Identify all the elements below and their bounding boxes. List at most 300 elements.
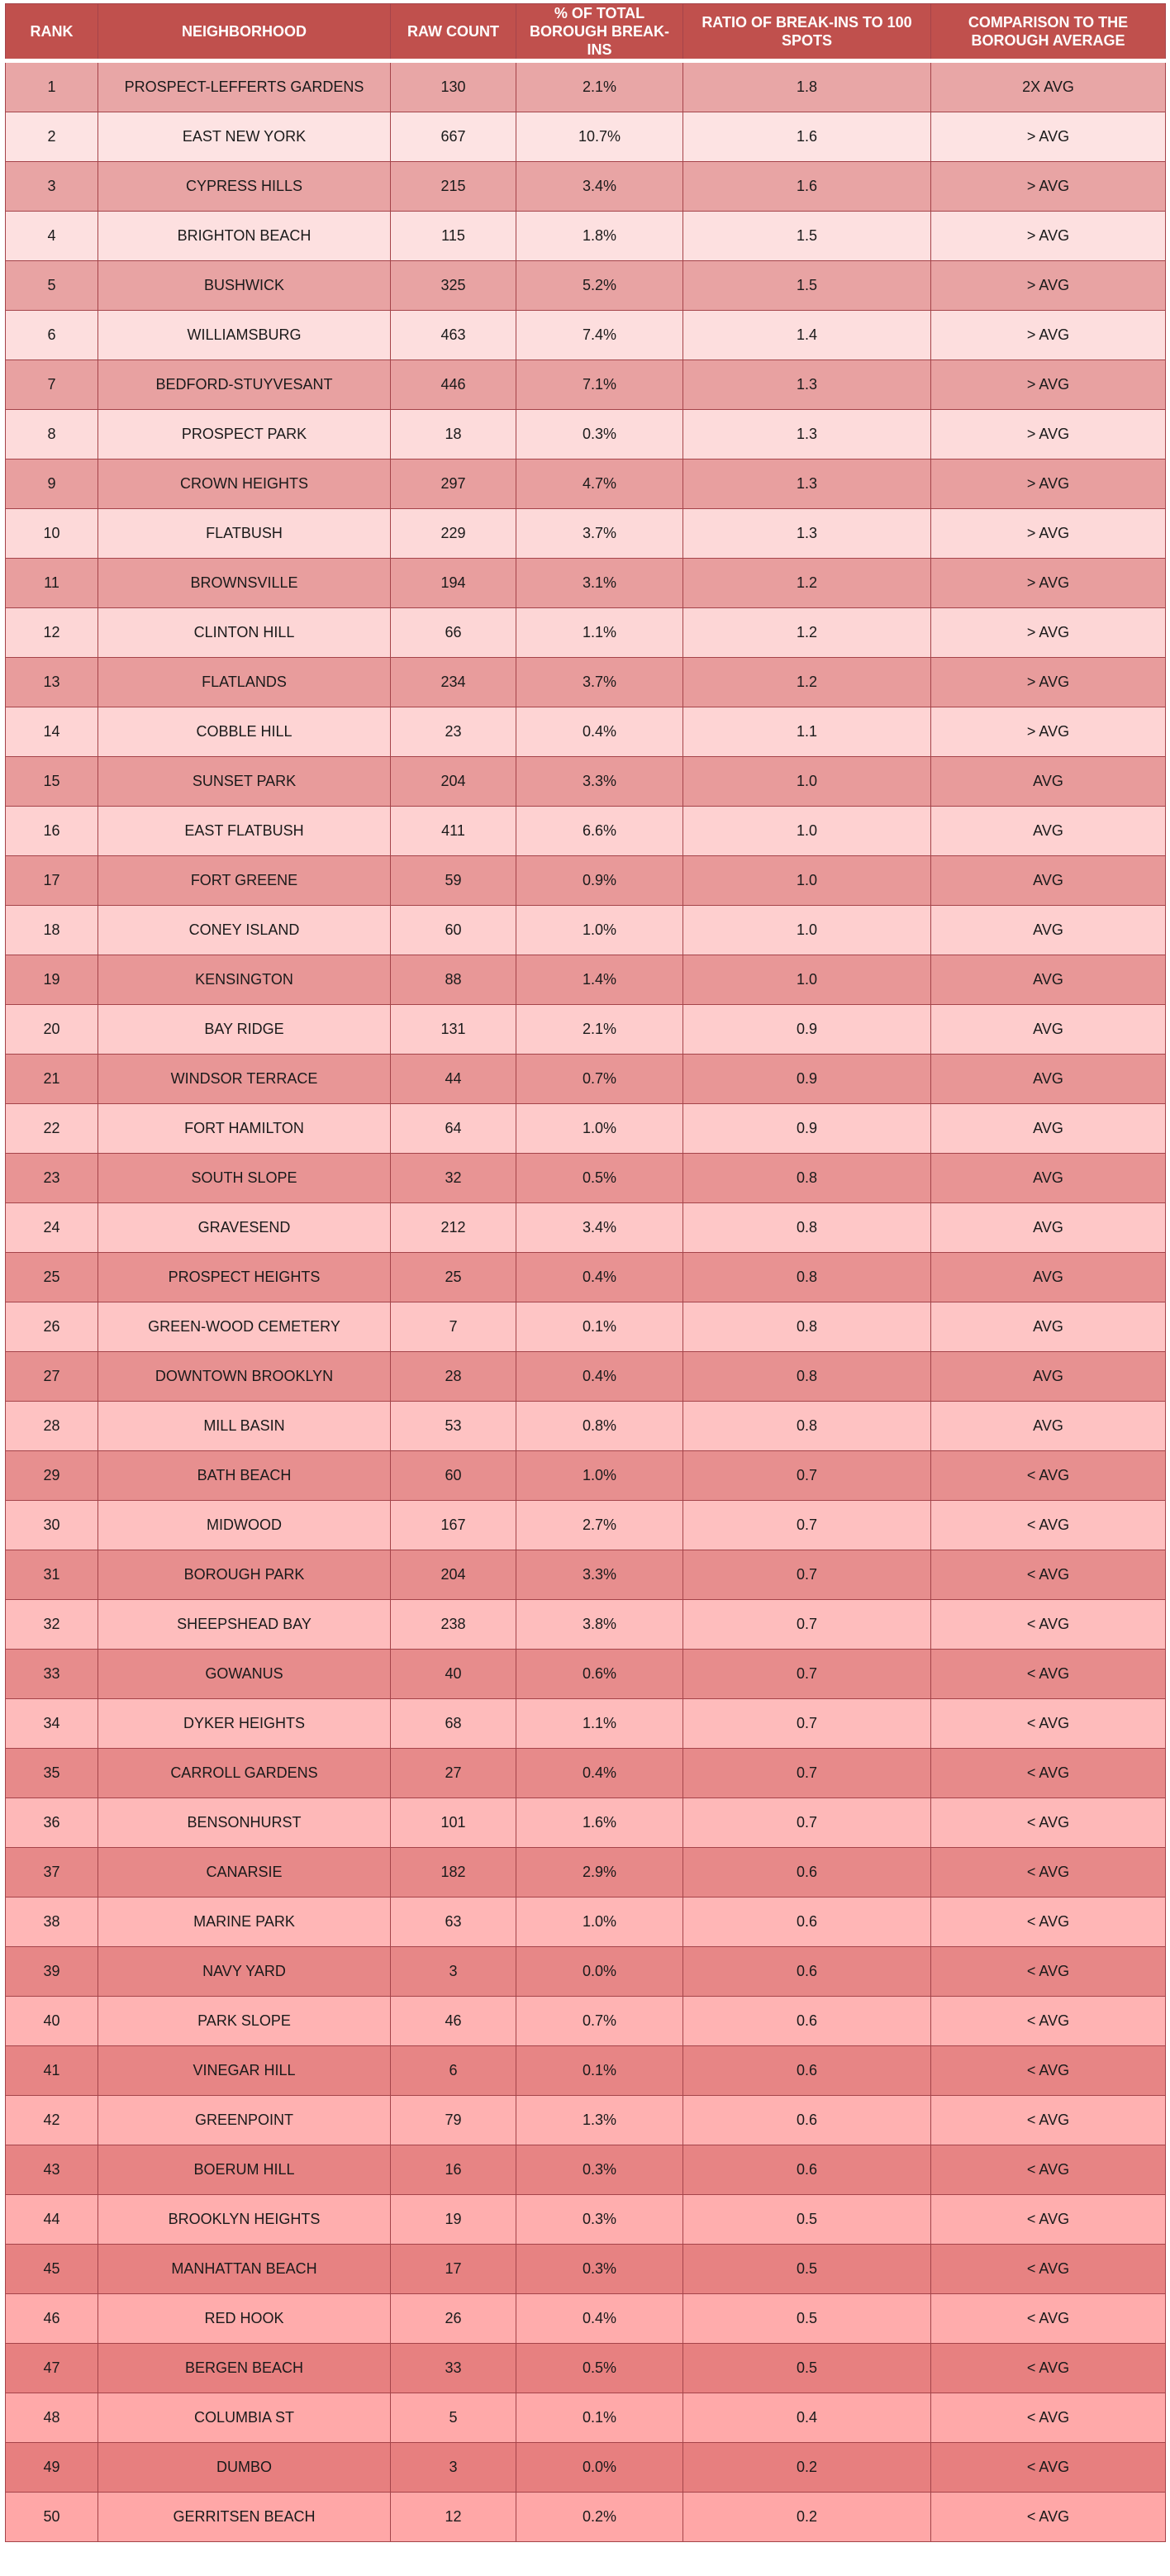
cell-neighborhood: COLUMBIA ST [98, 2393, 391, 2443]
cell-raw-count: 19 [391, 2195, 516, 2245]
cell-comparison: > AVG [931, 707, 1166, 757]
table-row [6, 2195, 1166, 2245]
cell-neighborhood: CLINTON HILL [98, 608, 391, 658]
cell-ratio: 1.6 [683, 162, 931, 212]
cell-ratio: 0.9 [683, 1005, 931, 1055]
cell-ratio: 1.6 [683, 112, 931, 162]
cell-neighborhood: MARINE PARK [98, 1897, 391, 1947]
cell-neighborhood: EAST NEW YORK [98, 112, 391, 162]
cell-ratio: 1.5 [683, 212, 931, 261]
cell-raw-count: 463 [391, 311, 516, 360]
cell-raw-count: 17 [391, 2245, 516, 2294]
cell-rank: 24 [6, 1203, 98, 1253]
cell-ratio: 1.3 [683, 360, 931, 410]
cell-comparison: > AVG [931, 311, 1166, 360]
cell-percent-total: 1.3% [516, 2096, 683, 2145]
cell-percent-total: 6.6% [516, 807, 683, 856]
cell-raw-count: 297 [391, 459, 516, 509]
cell-comparison: AVG [931, 1005, 1166, 1055]
cell-percent-total: 1.0% [516, 1897, 683, 1947]
cell-raw-count: 18 [391, 410, 516, 459]
column-header-neighborhood: NEIGHBORHOOD [98, 4, 391, 61]
cell-percent-total: 2.7% [516, 1501, 683, 1550]
cell-comparison: < AVG [931, 2493, 1166, 2542]
cell-comparison: 2X AVG [931, 61, 1166, 112]
cell-rank: 29 [6, 1451, 98, 1501]
cell-rank: 16 [6, 807, 98, 856]
cell-comparison: > AVG [931, 608, 1166, 658]
table-row [6, 1749, 1166, 1798]
breakins-table [5, 3, 1166, 2542]
cell-comparison: < AVG [931, 1848, 1166, 1897]
cell-percent-total: 0.0% [516, 2443, 683, 2493]
cell-ratio: 1.5 [683, 261, 931, 311]
cell-comparison: < AVG [931, 2195, 1166, 2245]
cell-ratio: 0.8 [683, 1402, 931, 1451]
table-row [6, 1203, 1166, 1253]
cell-ratio: 0.8 [683, 1253, 931, 1302]
cell-ratio: 0.5 [683, 2294, 931, 2344]
cell-raw-count: 26 [391, 2294, 516, 2344]
cell-ratio: 0.4 [683, 2393, 931, 2443]
cell-percent-total: 0.2% [516, 2493, 683, 2542]
cell-percent-total: 0.5% [516, 1154, 683, 1203]
table-row [6, 2393, 1166, 2443]
cell-raw-count: 59 [391, 856, 516, 906]
cell-rank: 42 [6, 2096, 98, 2145]
cell-neighborhood: BROWNSVILLE [98, 559, 391, 608]
cell-percent-total: 4.7% [516, 459, 683, 509]
column-header-rank: RANK [6, 4, 98, 61]
cell-ratio: 0.6 [683, 2145, 931, 2195]
cell-percent-total: 0.4% [516, 1749, 683, 1798]
cell-raw-count: 101 [391, 1798, 516, 1848]
cell-neighborhood: PROSPECT-LEFFERTS GARDENS [98, 61, 391, 112]
cell-neighborhood: GRAVESEND [98, 1203, 391, 1253]
table-row [6, 311, 1166, 360]
cell-rank: 37 [6, 1848, 98, 1897]
cell-percent-total: 0.7% [516, 1997, 683, 2046]
cell-comparison: < AVG [931, 2393, 1166, 2443]
cell-comparison: < AVG [931, 1600, 1166, 1650]
cell-ratio: 1.2 [683, 658, 931, 707]
cell-comparison: > AVG [931, 162, 1166, 212]
cell-ratio: 1.2 [683, 608, 931, 658]
cell-rank: 19 [6, 955, 98, 1005]
cell-rank: 26 [6, 1302, 98, 1352]
column-header-raw-count: RAW COUNT [391, 4, 516, 61]
cell-neighborhood: CYPRESS HILLS [98, 162, 391, 212]
cell-percent-total: 0.6% [516, 1650, 683, 1699]
table-row [6, 1848, 1166, 1897]
table-row [6, 1600, 1166, 1650]
cell-raw-count: 238 [391, 1600, 516, 1650]
cell-raw-count: 3 [391, 2443, 516, 2493]
cell-rank: 25 [6, 1253, 98, 1302]
cell-rank: 32 [6, 1600, 98, 1650]
cell-rank: 36 [6, 1798, 98, 1848]
cell-rank: 47 [6, 2344, 98, 2393]
cell-percent-total: 0.3% [516, 410, 683, 459]
table-row [6, 261, 1166, 311]
cell-percent-total: 7.4% [516, 311, 683, 360]
cell-neighborhood: CANARSIE [98, 1848, 391, 1897]
cell-comparison: AVG [931, 1203, 1166, 1253]
cell-neighborhood: PARK SLOPE [98, 1997, 391, 2046]
cell-rank: 6 [6, 311, 98, 360]
cell-percent-total: 3.7% [516, 658, 683, 707]
header-row [6, 4, 1166, 61]
cell-ratio: 0.7 [683, 1550, 931, 1600]
cell-percent-total: 2.9% [516, 1848, 683, 1897]
table-row [6, 2443, 1166, 2493]
cell-neighborhood: EAST FLATBUSH [98, 807, 391, 856]
cell-percent-total: 3.7% [516, 509, 683, 559]
cell-percent-total: 1.8% [516, 212, 683, 261]
cell-rank: 12 [6, 608, 98, 658]
cell-comparison: < AVG [931, 2046, 1166, 2096]
cell-comparison: AVG [931, 1302, 1166, 1352]
table-body [6, 61, 1166, 2542]
cell-rank: 40 [6, 1997, 98, 2046]
cell-raw-count: 27 [391, 1749, 516, 1798]
cell-comparison: > AVG [931, 212, 1166, 261]
cell-neighborhood: BENSONHURST [98, 1798, 391, 1848]
cell-percent-total: 0.3% [516, 2145, 683, 2195]
cell-comparison: AVG [931, 856, 1166, 906]
table-row [6, 807, 1166, 856]
cell-neighborhood: BATH BEACH [98, 1451, 391, 1501]
table-row [6, 1501, 1166, 1550]
cell-percent-total: 5.2% [516, 261, 683, 311]
cell-rank: 30 [6, 1501, 98, 1550]
cell-ratio: 1.0 [683, 856, 931, 906]
cell-ratio: 0.7 [683, 1798, 931, 1848]
cell-ratio: 0.8 [683, 1203, 931, 1253]
cell-comparison: < AVG [931, 2344, 1166, 2393]
cell-percent-total: 0.4% [516, 1352, 683, 1402]
cell-neighborhood: DOWNTOWN BROOKLYN [98, 1352, 391, 1402]
cell-raw-count: 16 [391, 2145, 516, 2195]
table-row [6, 2344, 1166, 2393]
cell-ratio: 1.8 [683, 61, 931, 112]
cell-raw-count: 215 [391, 162, 516, 212]
table-row [6, 1699, 1166, 1749]
cell-comparison: < AVG [931, 1451, 1166, 1501]
cell-raw-count: 130 [391, 61, 516, 112]
cell-rank: 22 [6, 1104, 98, 1154]
table-row [6, 906, 1166, 955]
cell-percent-total: 3.3% [516, 757, 683, 807]
cell-ratio: 0.7 [683, 1650, 931, 1699]
cell-neighborhood: GREENPOINT [98, 2096, 391, 2145]
cell-ratio: 1.3 [683, 459, 931, 509]
cell-raw-count: 46 [391, 1997, 516, 2046]
cell-neighborhood: DUMBO [98, 2443, 391, 2493]
cell-rank: 46 [6, 2294, 98, 2344]
cell-rank: 20 [6, 1005, 98, 1055]
cell-percent-total: 0.8% [516, 1402, 683, 1451]
cell-ratio: 0.7 [683, 1451, 931, 1501]
cell-ratio: 1.1 [683, 707, 931, 757]
cell-neighborhood: FORT GREENE [98, 856, 391, 906]
cell-rank: 1 [6, 61, 98, 112]
cell-raw-count: 12 [391, 2493, 516, 2542]
cell-rank: 10 [6, 509, 98, 559]
cell-rank: 28 [6, 1402, 98, 1451]
cell-ratio: 0.6 [683, 1848, 931, 1897]
cell-ratio: 1.0 [683, 807, 931, 856]
cell-ratio: 1.0 [683, 906, 931, 955]
cell-rank: 11 [6, 559, 98, 608]
table-row [6, 1352, 1166, 1402]
cell-rank: 15 [6, 757, 98, 807]
cell-rank: 44 [6, 2195, 98, 2245]
cell-percent-total: 0.4% [516, 1253, 683, 1302]
cell-ratio: 0.8 [683, 1352, 931, 1402]
breakins-table-container [5, 3, 1165, 2542]
table-row [6, 2096, 1166, 2145]
cell-rank: 27 [6, 1352, 98, 1402]
cell-comparison: < AVG [931, 2096, 1166, 2145]
cell-percent-total: 7.1% [516, 360, 683, 410]
cell-comparison: > AVG [931, 658, 1166, 707]
cell-comparison: AVG [931, 1352, 1166, 1402]
cell-percent-total: 10.7% [516, 112, 683, 162]
cell-percent-total: 1.1% [516, 608, 683, 658]
cell-ratio: 0.2 [683, 2493, 931, 2542]
cell-comparison: > AVG [931, 559, 1166, 608]
table-row [6, 2294, 1166, 2344]
cell-comparison: < AVG [931, 1749, 1166, 1798]
cell-comparison: > AVG [931, 112, 1166, 162]
cell-percent-total: 1.4% [516, 955, 683, 1005]
cell-rank: 7 [6, 360, 98, 410]
cell-neighborhood: CONEY ISLAND [98, 906, 391, 955]
cell-ratio: 0.9 [683, 1104, 931, 1154]
table-row [6, 2245, 1166, 2294]
cell-neighborhood: FLATLANDS [98, 658, 391, 707]
cell-ratio: 0.6 [683, 1997, 931, 2046]
cell-comparison: AVG [931, 1104, 1166, 1154]
table-row [6, 757, 1166, 807]
cell-ratio: 0.8 [683, 1302, 931, 1352]
cell-comparison: < AVG [931, 1798, 1166, 1848]
cell-raw-count: 131 [391, 1005, 516, 1055]
cell-comparison: AVG [931, 955, 1166, 1005]
cell-comparison: < AVG [931, 2294, 1166, 2344]
cell-ratio: 1.3 [683, 410, 931, 459]
cell-comparison: < AVG [931, 1997, 1166, 2046]
cell-neighborhood: SUNSET PARK [98, 757, 391, 807]
cell-neighborhood: BEDFORD-STUYVESANT [98, 360, 391, 410]
cell-rank: 48 [6, 2393, 98, 2443]
cell-raw-count: 204 [391, 1550, 516, 1600]
cell-percent-total: 0.3% [516, 2195, 683, 2245]
cell-percent-total: 0.5% [516, 2344, 683, 2393]
cell-raw-count: 411 [391, 807, 516, 856]
cell-rank: 17 [6, 856, 98, 906]
cell-neighborhood: GREEN-WOOD CEMETERY [98, 1302, 391, 1352]
column-header-percent-total: % OF TOTAL BOROUGH BREAK-INS [516, 4, 683, 61]
table-row [6, 559, 1166, 608]
cell-percent-total: 2.1% [516, 61, 683, 112]
cell-comparison: < AVG [931, 1897, 1166, 1947]
cell-neighborhood: VINEGAR HILL [98, 2046, 391, 2096]
table-row [6, 2046, 1166, 2096]
cell-comparison: < AVG [931, 2145, 1166, 2195]
cell-neighborhood: NAVY YARD [98, 1947, 391, 1997]
cell-rank: 2 [6, 112, 98, 162]
cell-raw-count: 33 [391, 2344, 516, 2393]
cell-rank: 23 [6, 1154, 98, 1203]
table-row [6, 2493, 1166, 2542]
cell-comparison: < AVG [931, 1550, 1166, 1600]
cell-ratio: 0.6 [683, 1897, 931, 1947]
table-row [6, 2145, 1166, 2195]
cell-raw-count: 53 [391, 1402, 516, 1451]
cell-comparison: > AVG [931, 410, 1166, 459]
cell-neighborhood: WINDSOR TERRACE [98, 1055, 391, 1104]
cell-percent-total: 1.6% [516, 1798, 683, 1848]
cell-ratio: 0.6 [683, 2046, 931, 2096]
table-row [6, 856, 1166, 906]
cell-ratio: 1.2 [683, 559, 931, 608]
cell-neighborhood: BRIGHTON BEACH [98, 212, 391, 261]
table-row [6, 1897, 1166, 1947]
cell-comparison: AVG [931, 906, 1166, 955]
cell-neighborhood: RED HOOK [98, 2294, 391, 2344]
cell-ratio: 1.4 [683, 311, 931, 360]
cell-raw-count: 28 [391, 1352, 516, 1402]
cell-ratio: 0.5 [683, 2245, 931, 2294]
table-row [6, 61, 1166, 112]
cell-comparison: AVG [931, 1055, 1166, 1104]
cell-rank: 35 [6, 1749, 98, 1798]
cell-neighborhood: FORT HAMILTON [98, 1104, 391, 1154]
cell-rank: 39 [6, 1947, 98, 1997]
cell-neighborhood: KENSINGTON [98, 955, 391, 1005]
cell-comparison: > AVG [931, 261, 1166, 311]
cell-ratio: 0.7 [683, 1699, 931, 1749]
cell-rank: 18 [6, 906, 98, 955]
cell-rank: 33 [6, 1650, 98, 1699]
cell-raw-count: 7 [391, 1302, 516, 1352]
cell-percent-total: 0.4% [516, 707, 683, 757]
cell-percent-total: 1.0% [516, 1451, 683, 1501]
cell-percent-total: 3.4% [516, 1203, 683, 1253]
table-row [6, 212, 1166, 261]
table-row [6, 1005, 1166, 1055]
cell-neighborhood: GOWANUS [98, 1650, 391, 1699]
cell-raw-count: 3 [391, 1947, 516, 1997]
table-row [6, 1550, 1166, 1600]
cell-raw-count: 79 [391, 2096, 516, 2145]
cell-neighborhood: BUSHWICK [98, 261, 391, 311]
cell-neighborhood: SOUTH SLOPE [98, 1154, 391, 1203]
cell-comparison: < AVG [931, 1699, 1166, 1749]
cell-raw-count: 40 [391, 1650, 516, 1699]
cell-rank: 43 [6, 2145, 98, 2195]
cell-rank: 41 [6, 2046, 98, 2096]
cell-percent-total: 0.1% [516, 1302, 683, 1352]
cell-ratio: 1.3 [683, 509, 931, 559]
cell-ratio: 0.9 [683, 1055, 931, 1104]
cell-ratio: 0.7 [683, 1501, 931, 1550]
cell-rank: 14 [6, 707, 98, 757]
cell-neighborhood: BAY RIDGE [98, 1005, 391, 1055]
table-row [6, 707, 1166, 757]
cell-raw-count: 182 [391, 1848, 516, 1897]
cell-raw-count: 88 [391, 955, 516, 1005]
cell-raw-count: 6 [391, 2046, 516, 2096]
cell-raw-count: 446 [391, 360, 516, 410]
cell-rank: 45 [6, 2245, 98, 2294]
cell-raw-count: 32 [391, 1154, 516, 1203]
cell-rank: 5 [6, 261, 98, 311]
cell-raw-count: 23 [391, 707, 516, 757]
cell-rank: 8 [6, 410, 98, 459]
table-row [6, 658, 1166, 707]
cell-raw-count: 212 [391, 1203, 516, 1253]
cell-rank: 3 [6, 162, 98, 212]
cell-comparison: > AVG [931, 459, 1166, 509]
cell-raw-count: 60 [391, 1451, 516, 1501]
cell-raw-count: 25 [391, 1253, 516, 1302]
cell-rank: 50 [6, 2493, 98, 2542]
cell-comparison: > AVG [931, 360, 1166, 410]
table-row [6, 360, 1166, 410]
cell-neighborhood: BROOKLYN HEIGHTS [98, 2195, 391, 2245]
table-row [6, 1947, 1166, 1997]
cell-raw-count: 204 [391, 757, 516, 807]
cell-comparison: AVG [931, 1154, 1166, 1203]
table-row [6, 112, 1166, 162]
column-header-comparison: COMPARISON TO THE BOROUGH AVERAGE [931, 4, 1166, 61]
table-row [6, 1650, 1166, 1699]
cell-neighborhood: MIDWOOD [98, 1501, 391, 1550]
cell-raw-count: 229 [391, 509, 516, 559]
cell-ratio: 0.5 [683, 2195, 931, 2245]
cell-rank: 49 [6, 2443, 98, 2493]
cell-comparison: AVG [931, 757, 1166, 807]
cell-comparison: < AVG [931, 1947, 1166, 1997]
cell-comparison: < AVG [931, 2443, 1166, 2493]
cell-neighborhood: MILL BASIN [98, 1402, 391, 1451]
cell-percent-total: 1.0% [516, 906, 683, 955]
cell-percent-total: 0.4% [516, 2294, 683, 2344]
table-row [6, 410, 1166, 459]
cell-ratio: 1.0 [683, 757, 931, 807]
cell-neighborhood: PROSPECT PARK [98, 410, 391, 459]
cell-comparison: AVG [931, 1253, 1166, 1302]
table-row [6, 1402, 1166, 1451]
cell-raw-count: 63 [391, 1897, 516, 1947]
table-row [6, 1154, 1166, 1203]
cell-raw-count: 5 [391, 2393, 516, 2443]
table-row [6, 509, 1166, 559]
cell-percent-total: 0.1% [516, 2046, 683, 2096]
table-row [6, 1253, 1166, 1302]
cell-rank: 4 [6, 212, 98, 261]
cell-comparison: AVG [931, 1402, 1166, 1451]
cell-raw-count: 64 [391, 1104, 516, 1154]
cell-comparison: < AVG [931, 2245, 1166, 2294]
cell-rank: 38 [6, 1897, 98, 1947]
table-row [6, 955, 1166, 1005]
cell-raw-count: 667 [391, 112, 516, 162]
cell-comparison: < AVG [931, 1650, 1166, 1699]
